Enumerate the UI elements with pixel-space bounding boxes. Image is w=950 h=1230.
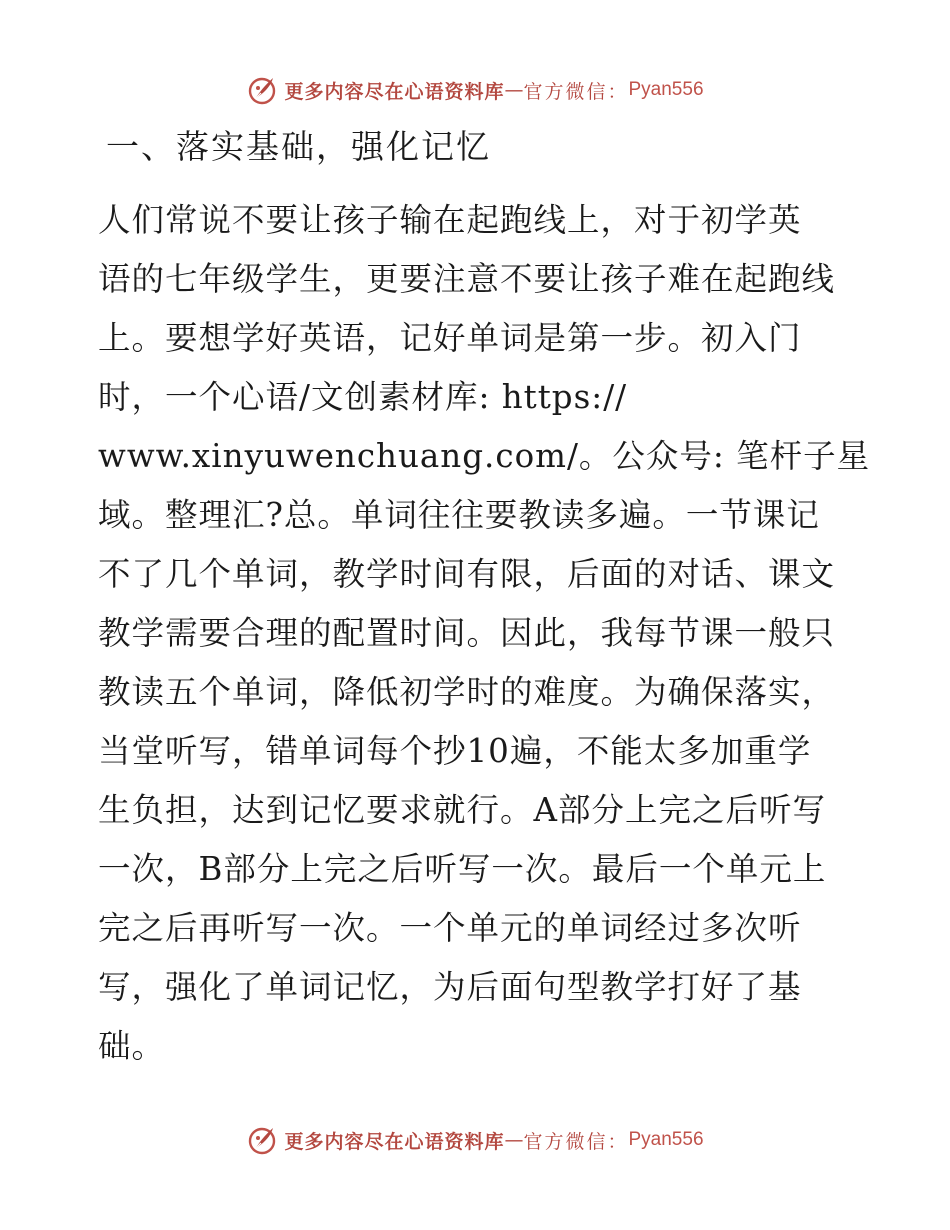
paragraph-line: www.xinyuwenchuang.com/。公众号: 笔杆子星 — [98, 437, 871, 475]
paragraph-line: 础。 — [98, 1027, 166, 1065]
banner-wechat-label: 官方微信： — [523, 80, 629, 103]
quill-logo-icon — [246, 74, 278, 106]
header-watermark-banner — [0, 70, 950, 110]
paragraph-line: 上。要想学好英语，记好单词是第一步。初入门 — [98, 319, 802, 357]
paragraph-line: 域。整理汇?总。单词往往要教读多遍。一节课记 — [98, 496, 820, 534]
paragraph-line: 不了几个单词，教学时间有限，后面的对话、课文 — [98, 555, 836, 593]
paragraph-line: 一次，B部分上完之后听写一次。最后一个单元上 — [98, 850, 827, 888]
paragraph-line: 完之后再听写一次。一个单元的单词经过多次听 — [98, 909, 802, 947]
banner-wechat-id: Pyan556 — [628, 1129, 704, 1150]
section-heading: 一、落实基础，强化记忆 — [106, 127, 491, 166]
banner-separator: — — [504, 79, 524, 101]
banner-separator: — — [504, 1129, 524, 1151]
footer-watermark-banner — [0, 1120, 950, 1160]
banner-wechat-label: 官方微信： — [523, 1130, 629, 1153]
banner-brand-text: 更多内容尽在心语资料库 — [284, 80, 505, 103]
paragraph-line: 教学需要合理的配置时间。因此，我每节课一般只 — [98, 614, 836, 652]
paragraph-line: 语的七年级学生，更要注意不要让孩子难在起跑线 — [98, 260, 836, 298]
paragraph-line: 人们常说不要让孩子输在起跑线上，对于初学英 — [98, 201, 802, 239]
banner-wechat-id: Pyan556 — [628, 79, 704, 100]
paragraph-line: 时，一个心语/文创素材库: https:// — [98, 378, 628, 416]
quill-logo-icon — [246, 1124, 278, 1156]
paragraph-line: 生负担，达到记忆要求就行。A部分上完之后听写 — [98, 791, 826, 829]
banner-brand-text: 更多内容尽在心语资料库 — [284, 1130, 505, 1153]
paragraph-line: 教读五个单词，降低初学时的难度。为确保落实， — [98, 673, 836, 711]
paragraph-line: 写，强化了单词记忆，为后面句型教学打好了基 — [98, 968, 802, 1006]
paragraph-line: 当堂听写，错单词每个抄10遍，不能太多加重学 — [98, 732, 812, 770]
body-paragraph — [98, 191, 871, 1076]
